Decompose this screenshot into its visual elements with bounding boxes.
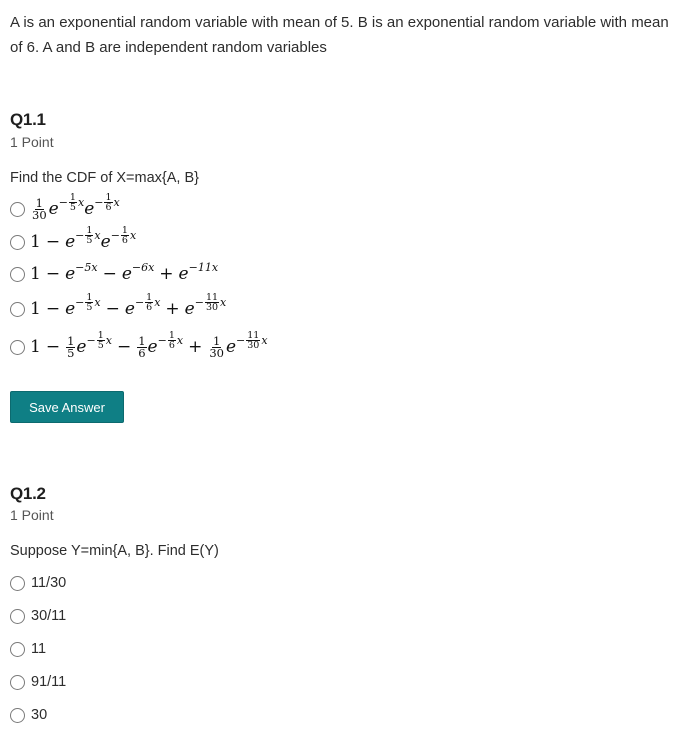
radio-button[interactable] — [10, 235, 25, 250]
option-math: 1 − e −5x − e −6x + e −11x — [30, 260, 219, 284]
radio-button[interactable] — [10, 609, 25, 624]
option-q1-2-c[interactable] — [10, 638, 46, 660]
option-q1-2-d[interactable] — [10, 671, 66, 693]
question-prompt-q1-1: Find the CDF of X=max{A, B} — [10, 170, 199, 186]
option-label: 11 — [31, 641, 47, 657]
question-points-q1-2: 1 Point — [10, 507, 54, 523]
radio-button[interactable] — [10, 202, 25, 217]
option-q1-1-c[interactable] — [10, 260, 219, 285]
option-q1-2-b[interactable] — [10, 605, 66, 627]
option-math: 1 − e − $\frac{1}{5}$ x − e − $\frac{1}{6}$ x + e − $\frac{11}{30}$ x — [30, 291, 227, 319]
option-label: 11/30 — [31, 575, 67, 591]
option-label: 30 — [31, 707, 48, 723]
question-points-q1-1: 1 Point — [10, 134, 54, 150]
radio-button[interactable] — [10, 340, 25, 355]
question-title-q1-1: Q1.1 — [10, 110, 46, 129]
option-label: 30/11 — [31, 608, 67, 624]
radio-button[interactable] — [10, 675, 25, 690]
option-math: $\frac{1}{30}$ e − $\frac{1}{5}$ x e − $\frac{1}{6}$ x — [32, 191, 120, 222]
radio-button[interactable] — [10, 267, 25, 282]
option-math: 1 − $\frac{1}{5}$ e − $\frac{1}{5}$ x − $\frac{1}{6}$ e − $\frac{1}{6}$ x + $\frac{1}{30}$ e − $\frac{11}{30}$ x — [30, 329, 268, 360]
problem-statement: A is an exponential random variable with mean of 5. B is an exponential random variable with mean of 6. A and B are independent random variables — [10, 14, 669, 56]
radio-button[interactable] — [10, 576, 25, 591]
save-answer-button[interactable]: Save Answer — [10, 391, 124, 423]
option-label: 91/11 — [31, 674, 67, 690]
option-q1-1-d[interactable] — [10, 291, 227, 320]
radio-button[interactable] — [10, 642, 25, 657]
radio-button[interactable] — [10, 302, 25, 317]
option-q1-1-a[interactable] — [10, 191, 120, 222]
option-q1-1-e[interactable] — [10, 329, 268, 360]
option-q1-1-b[interactable] — [10, 224, 137, 253]
radio-button[interactable] — [10, 708, 25, 723]
question-prompt-q1-2: Suppose Y=min{A, B}. Find E(Y) — [10, 543, 219, 559]
option-math: 1 − e − $\frac{1}{5}$ x e − $\frac{1}{6}$ x — [30, 224, 137, 252]
option-q1-2-e[interactable] — [10, 704, 47, 726]
option-q1-2-a[interactable] — [10, 572, 66, 594]
question-title-q1-2: Q1.2 — [10, 484, 46, 503]
